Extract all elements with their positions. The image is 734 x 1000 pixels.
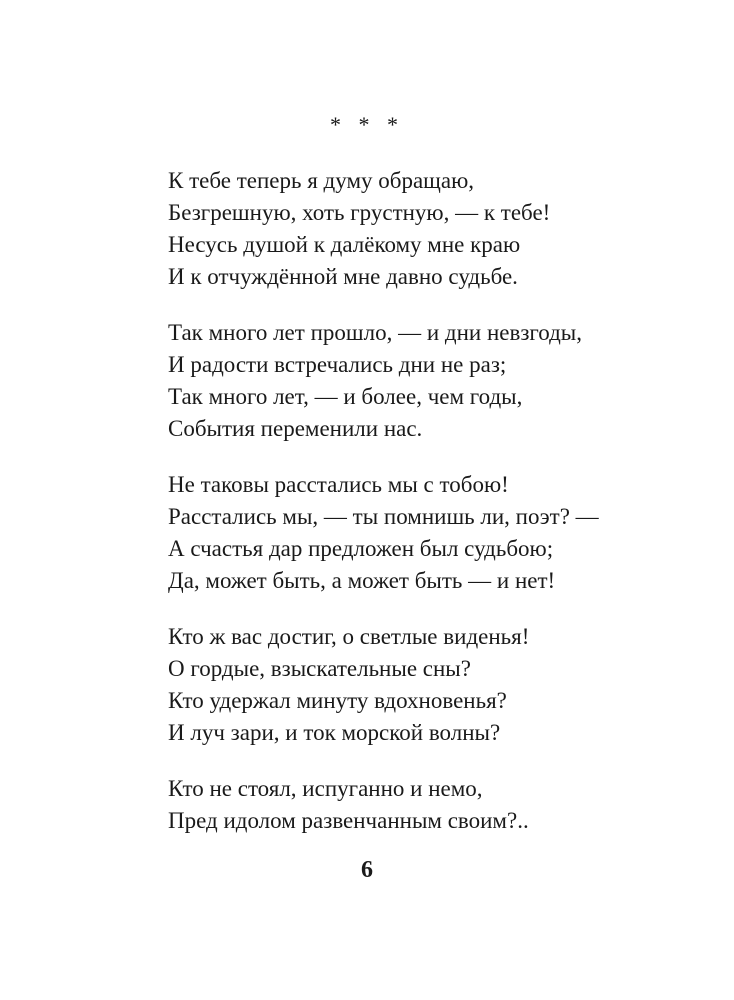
stanza-3: [168, 469, 688, 597]
poem-line: А счастья дар предложен был судьбою;: [168, 536, 554, 561]
poem-line: Кто не стоял, испуганно и немо,: [168, 776, 483, 801]
poem-line: События переменили нас.: [168, 416, 423, 441]
stanza-5: [168, 773, 688, 837]
poem-line: Пред идолом развенчанным своим?..: [168, 808, 529, 833]
poem-line: И к отчуждённой мне давно судьбе.: [168, 264, 518, 289]
stanza-1: [168, 165, 688, 293]
poem-line: Расстались мы, — ты помнишь ли, поэт? —: [168, 504, 599, 529]
poem-line: Безгрешную, хоть грустную, — к тебе!: [168, 200, 551, 225]
poem-line: И радости встречались дни не раз;: [168, 352, 507, 377]
poem-line: И луч зари, и ток морской волны?: [168, 720, 501, 745]
poem-line: Несусь душой к далёкому мне краю: [168, 232, 521, 257]
poem-line: Да, может быть, а может быть — и нет!: [168, 568, 556, 593]
poem-line: Так много лет, — и более, чем годы,: [168, 384, 523, 409]
poem-line: Не таковы расстались мы с тобою!: [168, 472, 509, 497]
poem-line: О гордые, взыскательные сны?: [168, 656, 471, 681]
page-number: 6: [361, 857, 373, 883]
poem-line: Так много лет прошло, — и дни невзгоды,: [168, 320, 583, 345]
poem-line: К тебе теперь я думу обращаю,: [168, 168, 475, 193]
stanza-4: [168, 621, 688, 749]
poem-line: Кто ж вас достиг, о светлые виденья!: [168, 624, 530, 649]
poem-line: Кто удержал минуту вдохновенья?: [168, 688, 507, 713]
poem: [168, 165, 688, 861]
stanza-2: [168, 317, 688, 445]
stanza-separator: * * *: [330, 112, 404, 137]
